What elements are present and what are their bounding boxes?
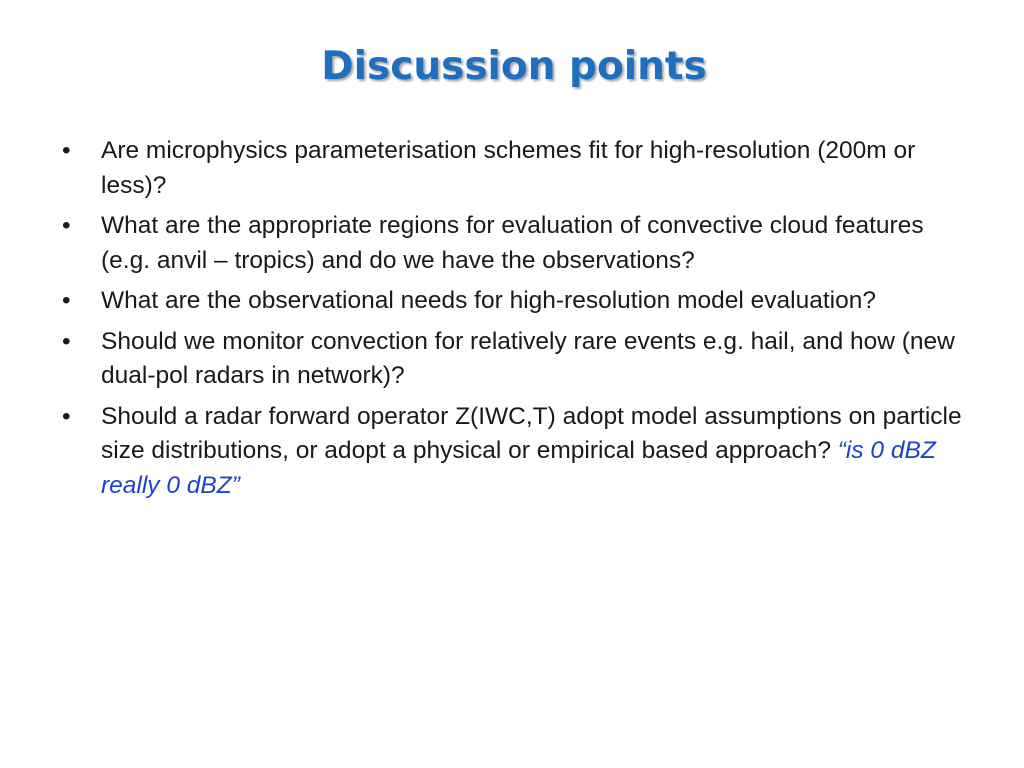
bullet-item (58, 209, 978, 278)
bullet-text: What are the appropriate regions for evaluation of convective cloud features (e.g. anvil – tropics) and do we have the observations? (101, 212, 924, 274)
bullet-text: What are the observational needs for high-resolution model evaluation? (101, 287, 876, 314)
quote-text: “is 0 dBZ really 0 dBZ” (101, 437, 936, 499)
bullet-item (58, 325, 978, 394)
bullet-text: Are microphysics parameterisation schemes fit for high-resolution (200m or less)? (101, 137, 916, 199)
bullet-text: Should we monitor convection for relatively rare events e.g. hail, and how (new dual-pol radars in network)? (101, 327, 955, 389)
bullet-icon: • (62, 402, 71, 430)
slide-title: Discussion points (321, 44, 707, 89)
bullet-icon: • (62, 212, 71, 239)
bullet-item (58, 400, 978, 504)
bullet-item (58, 134, 978, 203)
bullet-icon: • (62, 327, 71, 355)
bullet-list (58, 134, 978, 509)
bullet-icon: • (62, 137, 71, 164)
bullet-text: Should a radar forward operator Z(IWC,T) adopt model assumptions on particle size distributions, or adopt a physical or empirical based approach? (101, 402, 962, 464)
bullet-icon: • (62, 287, 71, 314)
bullet-item (58, 284, 978, 319)
